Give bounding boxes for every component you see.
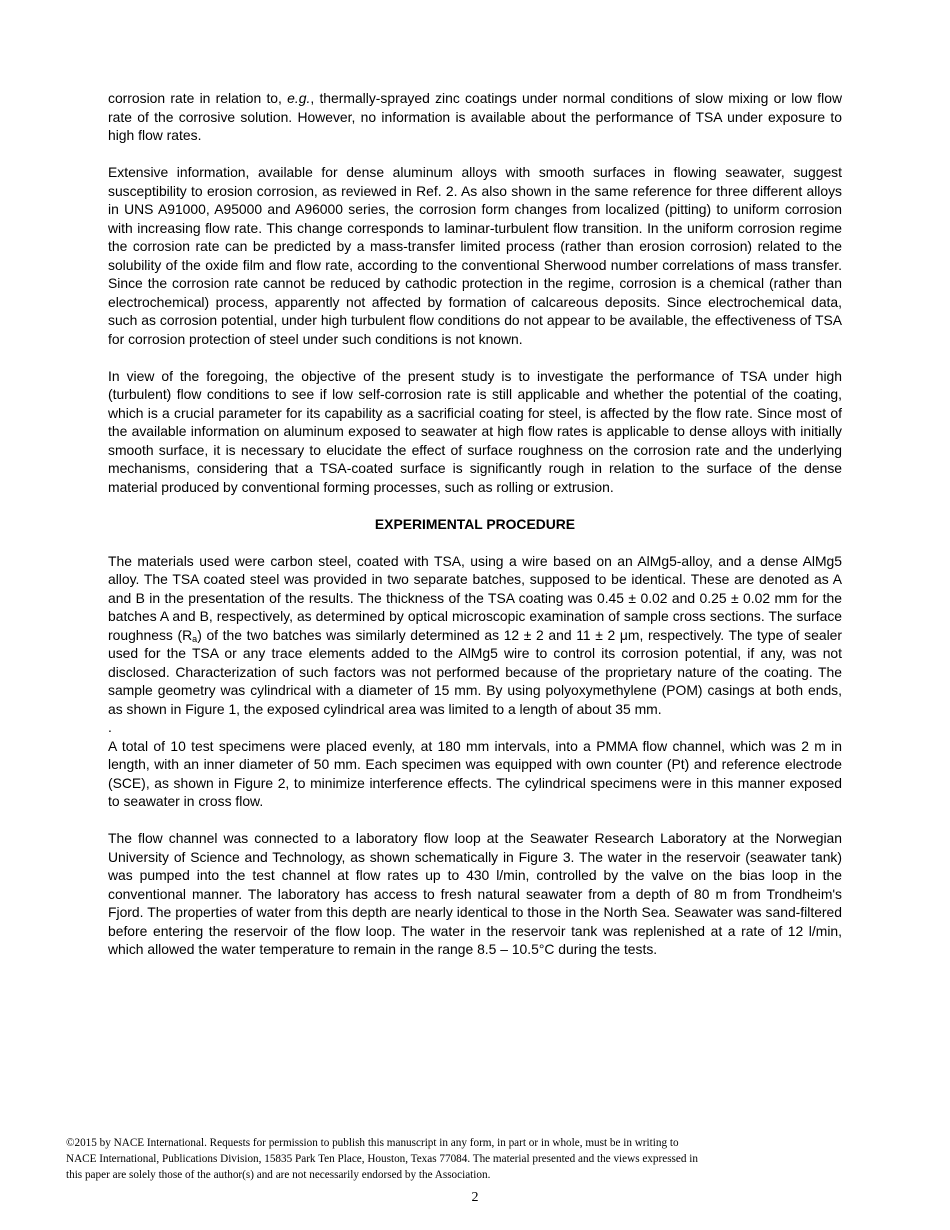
paragraph-6: The flow channel was connected to a laboratory flow loop at the Seawater Research Laboratory at the Norwegian University of Science and Technology, as shown schematically in Figure 3. The water in the reservoir (seawater tank) was pumped into the test channel at flow rates up to 430 l/min, controlled by the valve on the bias loop in the conventional manner. The laboratory has access to fresh natural seawater from a depth of 80 m from Trondheim's Fjord. The properties of water from this depth are nearly identical to those in the North Sea. Seawater was sand-filtered before entering the reservoir of the flow loop. The water in the reservoir tank was replenished at a rate of 12 l/min, which allowed the water temperature to remain in the range 8.5 – 10.5°C during the tests. bbox=[108, 830, 842, 957]
section-heading: EXPERIMENTAL PROCEDURE bbox=[374, 515, 576, 532]
stray-dot: . bbox=[108, 719, 112, 735]
paragraph-3: In view of the foregoing, the objective of the present study is to investigate the performance of TSA under high (turbulent) flow conditions to see if low self-corrosion rate is still applicable and whether the potential of the coating, which is a crucial parameter for its capability as a sacrificial coating for steel, is affected by the flow rate. Since most of the available information on aluminum exposed to seawater at high flow rates is applicable to dense alloys with initially smooth surface, it is necessary to elucidate the effect of surface roughness on the corrosion rate and the underlying mechanisms, considering that a TSA-coated surface is significantly rough in relation to the surface of the dense material produced by conventional forming processes, such as rolling or extrusion. bbox=[108, 367, 842, 495]
paragraph-1: corrosion rate in relation to, e.g., thermally-sprayed zinc coatings under normal conditions of slow mixing or low flow rate of the corrosive solution. However, no information is available about the performance of TSA under exposure to high flow rates. bbox=[108, 90, 842, 143]
paragraph-4: The materials used were carbon steel, coated with TSA, using a wire based on an AlMg5-alloy, and a dense AlMg5 alloy. The TSA coated steel was provided in two separate batches, supposed to be identical. These are denoted as A and B in the presentation of the results. The thickness of the TSA coating was 0.45 ± 0.02 and 0.25 ± 0.02 mm for the batches A and B, respectively, as determined by optical microscopic examination of sample cross sections. The surface roughness $(R_a)$ of the two batches was similarly determined as 12 ± 2 and 11 ± 2 μm, respectively. The type of sealer used for the TSA or any trace elements added to the AlMg5 wire to control its corrosion potential, if any, was not disclosed. Characterization of such factors was not performed because of the proprietary nature of the coating. The sample geometry was cylindrical with a diameter of 15 mm. By using polyoxymethylene (POM) casings at both ends, as shown in Figure 1, the exposed cylindrical area was limited to a length of about 35 mm. bbox=[108, 552, 843, 717]
footer-line-3: this paper are solely those of the author(s) and are not necessarily endorsed by the Association. bbox=[66, 1169, 491, 1181]
paragraph-5: A total of 10 test specimens were placed evenly, at 180 mm intervals, into a PMMA flow channel, which was 2 m in length, with an inner diameter of 50 mm. Each specimen was equipped with own counter (Pt) and reference electrode (SCE), as shown in Figure 2, to minimize interference effects. The cylindrical specimens were in this manner exposed to seawater in cross flow. bbox=[108, 737, 842, 809]
emphasis-eg: e.g. bbox=[287, 90, 311, 106]
footer-line-2: NACE International, Publications Division, 15835 Park Ten Place, Houston, Texas 77084. The material presented and the views expressed in bbox=[66, 1153, 698, 1165]
body-text bbox=[108, 89, 842, 977]
copyright-footer bbox=[66, 1135, 806, 1183]
paragraph-2: Extensive information, available for dense aluminum alloys with smooth surfaces in flowing seawater, suggest susceptibility to erosion corrosion, as reviewed in Ref. 2. As also shown in the same reference for three different alloys in UNS A91000, A95000 and A96000 series, the corrosion form changes from localized (pitting) to uniform corrosion with increasing flow rate. This change corresponds to laminar-turbulent flow transition. In the uniform corrosion regime the corrosion rate can be predicted by a mass-transfer limited process (rather than erosion corrosion) related to the solubility of the oxide film and flow rate, according to the conventional Sherwood number correlations of mass transfer. Since the corrosion rate cannot be reduced by cathodic protection in the regime, corrosion is a chemical (rather than electrochemical) process, apparently not affected by formation of calcareous deposits. Since electrochemical data, such as corrosion potential, under high turbulent flow conditions do not appear to be available, the effectiveness of TSA for corrosion protection of steel under such conditions is not known. bbox=[108, 164, 842, 347]
page-number: 2 bbox=[471, 1190, 479, 1205]
footer-line-1: ©2015 by NACE International. Requests for permission to publish this manuscript in any form, in part or in whole, must be in writing to bbox=[66, 1137, 679, 1149]
